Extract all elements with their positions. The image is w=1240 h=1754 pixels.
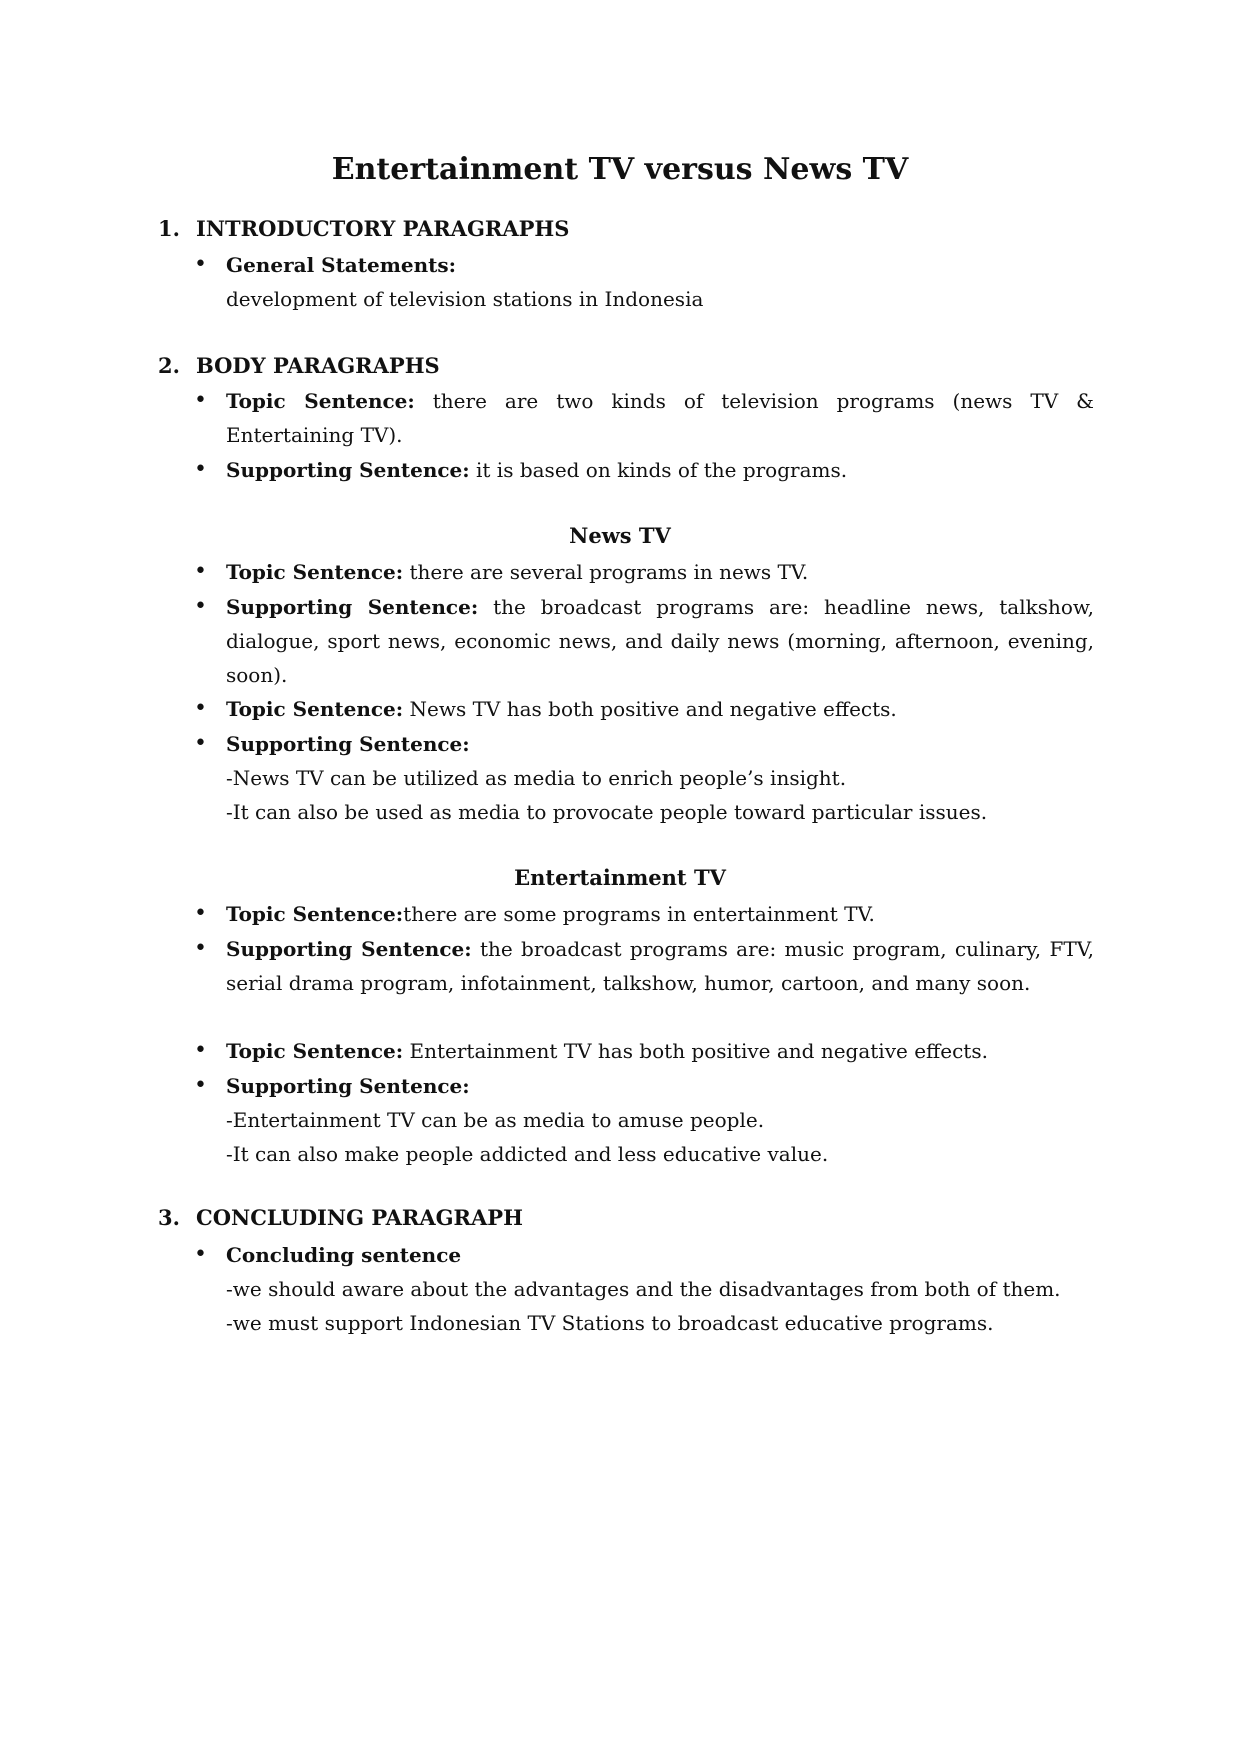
list-item [226, 384, 1094, 452]
item-label: Topic Sentence: [226, 1039, 404, 1063]
item-label: Supporting Sentence: [226, 595, 479, 619]
list-item [226, 897, 1094, 931]
list-item [226, 932, 1094, 1000]
document-title: Entertainment TV versus News TV [331, 152, 909, 187]
item-label: Supporting Sentence: [226, 458, 470, 482]
list-item [226, 453, 1094, 487]
section-number: 2. [158, 353, 180, 378]
item-label: Concluding sentence [226, 1243, 462, 1267]
item-line: -Entertainment TV can be as media to amuse people. [226, 1108, 765, 1132]
section-heading [158, 351, 440, 381]
item-text: the broadcast programs are: headline news, talkshow, dialogue, sport news, economic news, and daily news (morning, afternoon, evening, soon). [226, 595, 1094, 687]
section-heading [158, 1203, 523, 1233]
item-line: -It can also be used as media to provocate people toward particular issues. [226, 800, 988, 824]
list-item [226, 692, 1094, 726]
item-label: Supporting Sentence: [226, 1074, 470, 1098]
item-text: News TV has both positive and negative effects. [409, 697, 897, 721]
item-text: Entertainment TV has both positive and negative effects. [409, 1039, 988, 1063]
item-line: -It can also make people addicted and less educative value. [226, 1142, 829, 1166]
list-item [226, 727, 1094, 829]
section-title: INTRODUCTORY PARAGRAPHS [196, 216, 570, 241]
list-item [226, 1238, 1094, 1340]
item-line: -we must support Indonesian TV Stations to broadcast educative programs. [226, 1311, 994, 1335]
list-item [226, 1069, 1094, 1171]
item-label: Topic Sentence: [226, 902, 404, 926]
section-title: BODY PARAGRAPHS [196, 353, 440, 378]
item-text: it is based on kinds of the programs. [476, 458, 848, 482]
section-heading [158, 214, 569, 244]
item-label: General Statements: [226, 253, 457, 277]
item-label: Topic Sentence: [226, 560, 404, 584]
list-item [226, 1034, 1094, 1068]
item-text: there are several programs in news TV. [409, 560, 809, 584]
item-text: there are some programs in entertainment TV. [403, 902, 875, 926]
item-label: Supporting Sentence: [226, 937, 472, 961]
subsection-heading: News TV [569, 523, 671, 548]
section-number: 3. [158, 1205, 180, 1230]
item-label: Supporting Sentence: [226, 732, 470, 756]
item-text: development of television stations in Indonesia [226, 287, 704, 311]
item-line: -News TV can be utilized as media to enrich people’s insight. [226, 766, 847, 790]
item-label: Topic Sentence: [226, 389, 415, 413]
list-item [226, 590, 1094, 692]
item-text: there are two kinds of television programs (news TV & Entertaining TV). [226, 389, 1094, 447]
item-label: Topic Sentence: [226, 697, 404, 721]
section-title: CONCLUDING PARAGRAPH [196, 1205, 523, 1230]
list-item [226, 248, 1094, 316]
subsection-heading: Entertainment TV [514, 865, 726, 890]
item-text: the broadcast programs are: music program, culinary, FTV, serial drama program, infotainment, talkshow, humor, cartoon, and many soon. [226, 937, 1094, 995]
section-number: 1. [158, 216, 180, 241]
list-item [226, 555, 1094, 589]
item-line: -we should aware about the advantages and the disadvantages from both of them. [226, 1277, 1061, 1301]
